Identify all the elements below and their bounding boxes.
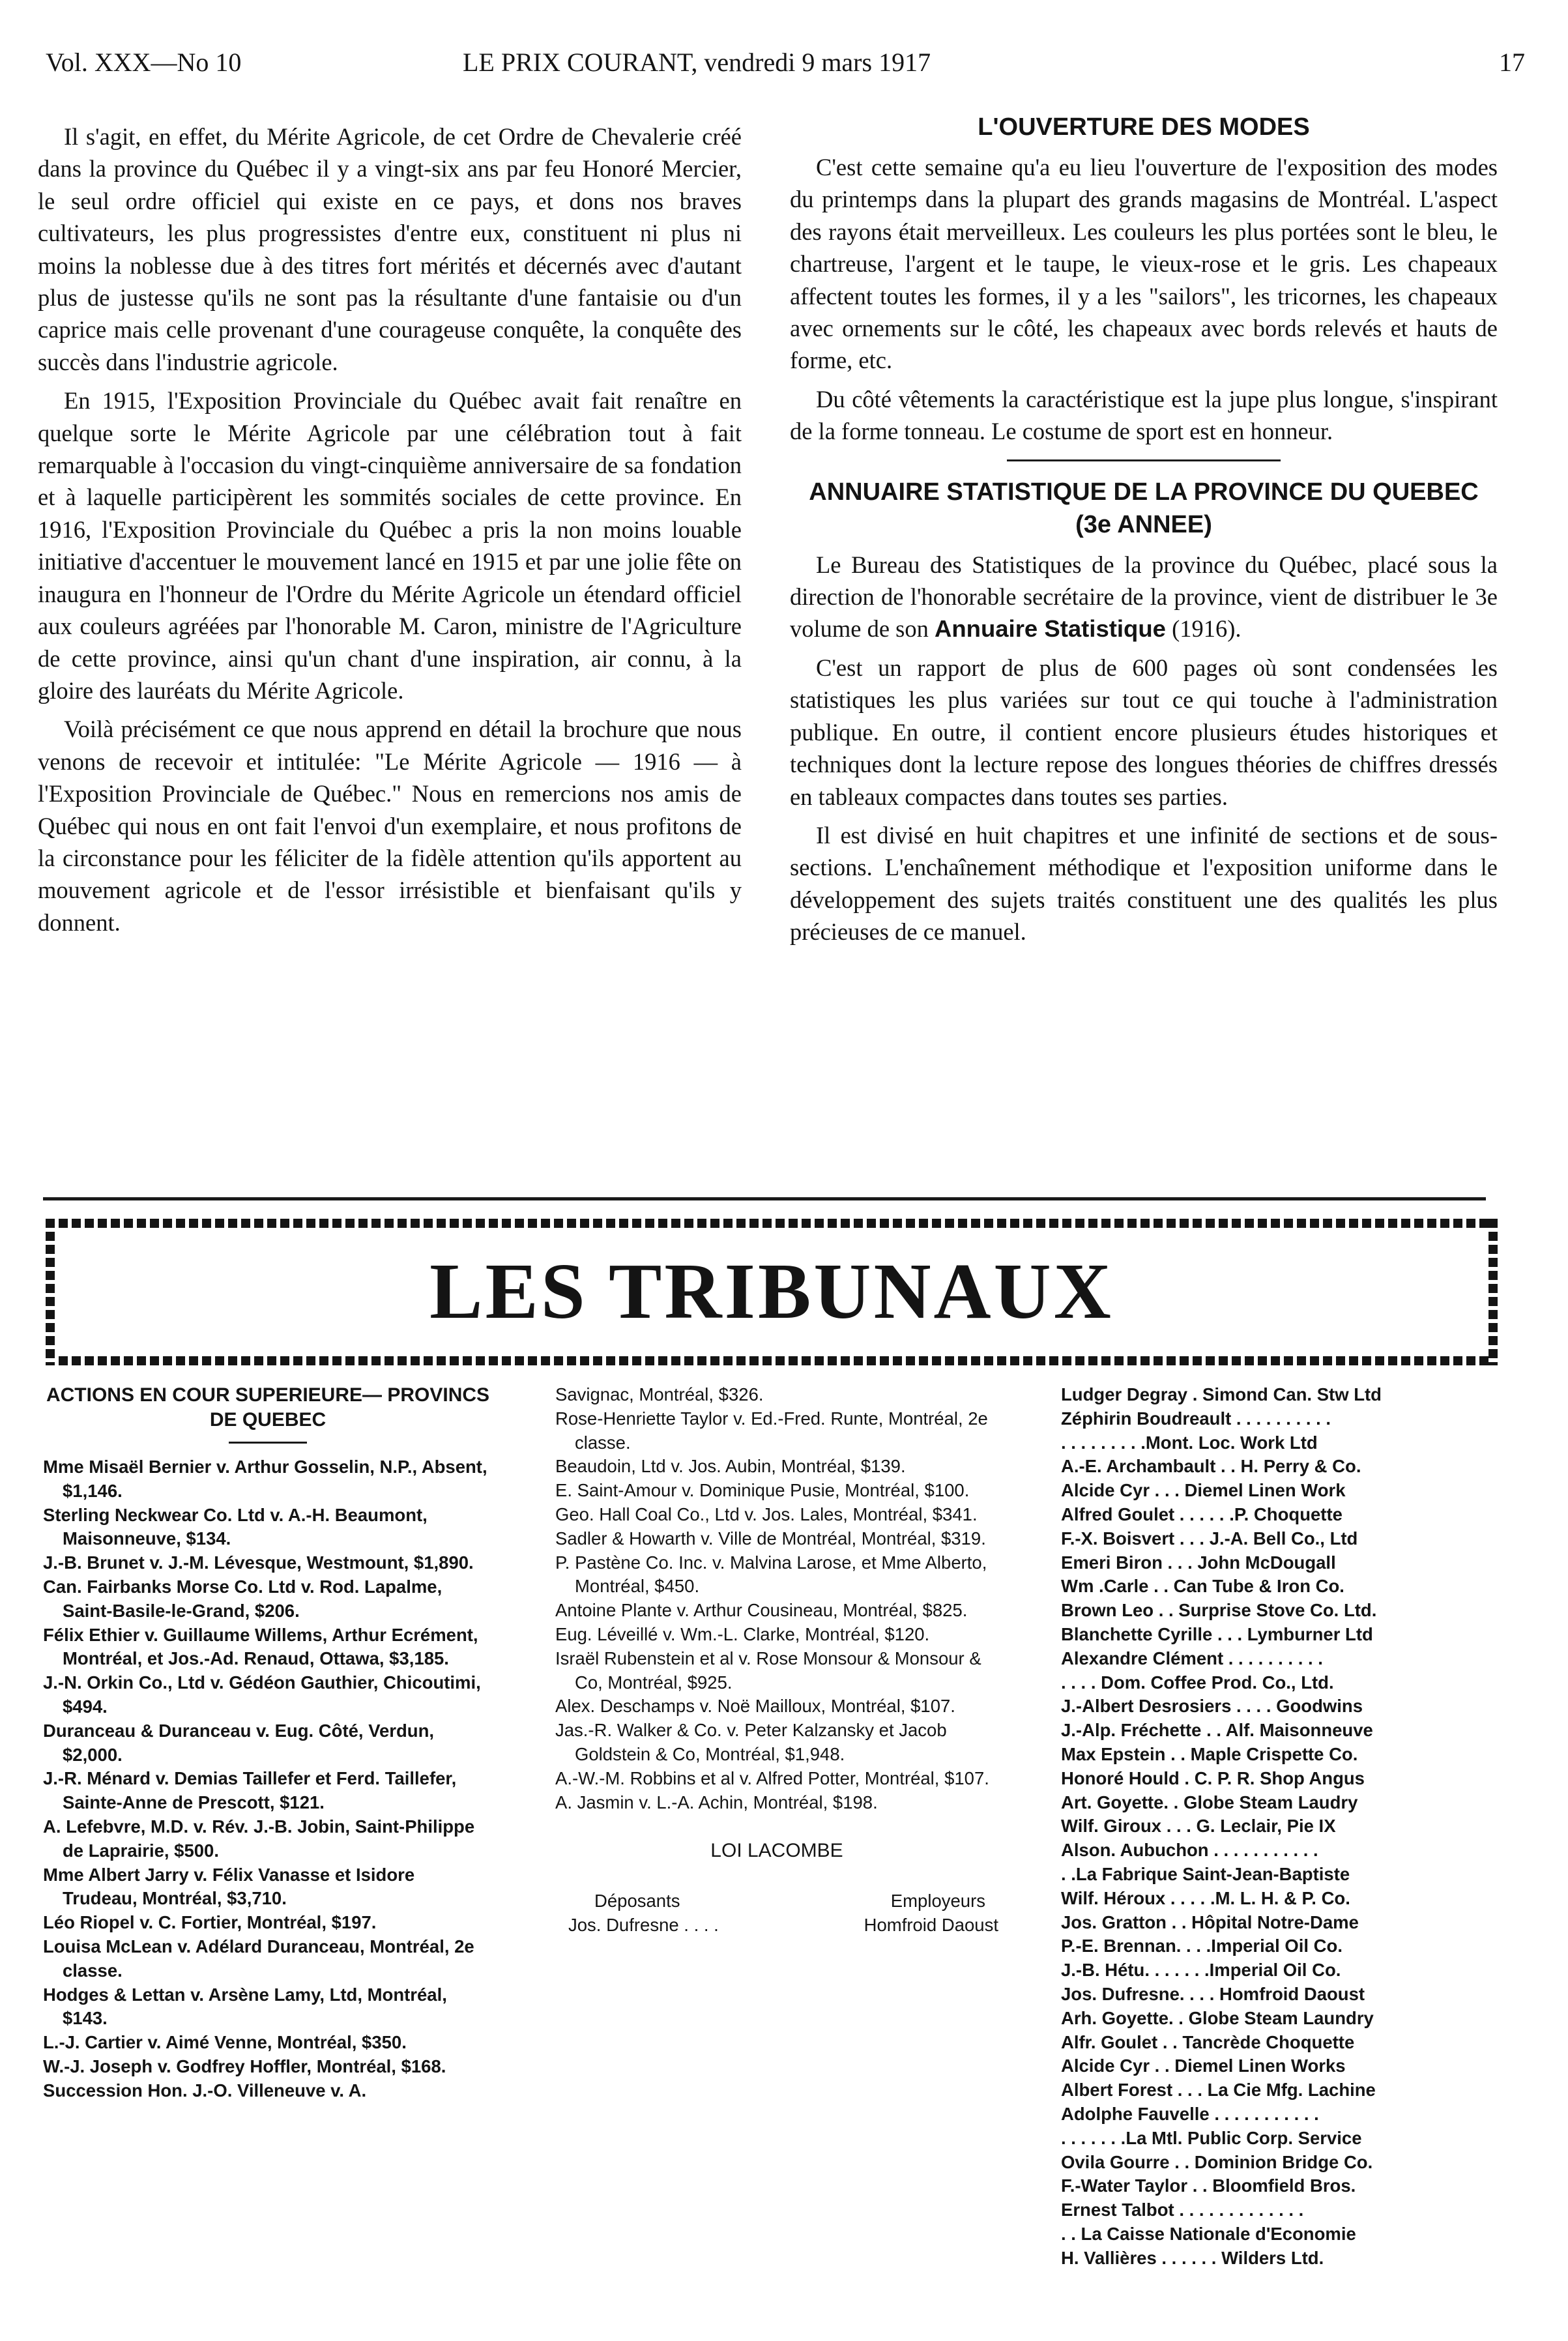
list-item: . . . . . . . . .Mont. Loc. Work Ltd xyxy=(1061,1432,1318,1453)
list-item: Alexandre Clément . . . . . . . . . . xyxy=(1061,1648,1323,1668)
list-item: A.-W.-M. Robbins et al v. Alfred Potter, Montréal, $107. xyxy=(555,1767,989,1788)
tribunaux-banner xyxy=(46,1219,1498,1365)
list-item: J.-Albert Desrosiers . . . . Goodwins xyxy=(1061,1696,1363,1717)
employeur: Homfroid Daoust xyxy=(864,1914,998,1935)
list-item: Ludger Degray . Simond Can. Stw Ltd xyxy=(1061,1384,1382,1404)
list-item: Art. Goyette. . Globe Steam Laudry xyxy=(1061,1792,1358,1812)
section-divider xyxy=(1007,459,1281,461)
list-item: Alfred Goulet . . . . . .P. Choquette xyxy=(1061,1504,1343,1524)
list-item: Jos. Gratton . . Hôpital Notre-Dame xyxy=(1061,1912,1359,1932)
list-item: Alex. Deschamps v. Noë Mailloux, Montréal, $107. xyxy=(555,1696,955,1717)
list-item: Can. Fairbanks Morse Co. Ltd v. Rod. Lapalme, Saint-Basile-le-Grand, $206. xyxy=(43,1576,443,1621)
list-item: Jas.-R. Walker & Co. v. Peter Kalzansky et Jacob Goldstein & Co, Montréal, $1,948. xyxy=(555,1720,947,1764)
list-item: J.-N. Orkin Co., Ltd v. Gédéon Gauthier, Chicoutimi, $494. xyxy=(43,1672,481,1717)
ornamental-border-bottom xyxy=(46,1356,1498,1365)
article-title-annuaire: ANNUAIRE STATISTIQUE DE LA PROVINCE DU QUEBEC (3e ANNEE) xyxy=(809,478,1479,538)
section-banner-title: LES TRIBUNAUX xyxy=(429,1247,1114,1335)
paragraph: Il s'agit, en effet, du Mérite Agricole, de cet Ordre de Chevalerie créé dans la province du Québec il y a vingt-six ans par feu Honoré Mercier, le seul ordre officiel qui existe en ce pays, et dons nos braves cultivateurs, les plus progressistes d'entre eux, constituent ni plus ni moins la noblesse due à des titres fort mérités et décernés avec d'autant plus de justesse qu'ils ne sont pas la résultante d'une fantaisie ou d'un caprice mais celle provenant d'une courageuse conquête, la conquête des succès dans l'industrie agricole. xyxy=(38,123,742,375)
list-item: E. Saint-Amour v. Dominique Pusie, Montréal, $100. xyxy=(555,1480,970,1501)
list-item: H. Vallières . . . . . . Wilders Ltd. xyxy=(1061,2247,1324,2268)
list-item: A. Jasmin v. L.-A. Achin, Montréal, $198. xyxy=(555,1792,878,1812)
list-item: L.-J. Cartier v. Aimé Venne, Montréal, $350. xyxy=(43,2032,407,2053)
list-item: Jos. Dufresne. . . . Homfroid Daoust xyxy=(1061,1983,1365,2004)
list-item: Max Epstein . . Maple Crispette Co. xyxy=(1061,1743,1358,1764)
right-column xyxy=(790,111,1498,955)
list-item: Savignac, Montréal, $326. xyxy=(555,1384,764,1404)
publication-title: Annuaire Statistique xyxy=(935,615,1166,643)
list-item: Albert Forest . . . La Cie Mfg. Lachine xyxy=(1061,2080,1376,2101)
list-item: Wilf. Giroux . . . G. Leclair, Pie IX xyxy=(1061,1816,1336,1837)
list-item: Alcide Cyr . . Diemel Linen Works xyxy=(1061,2056,1346,2076)
list-item: Arh. Goyette. . Globe Steam Laundry xyxy=(1061,2007,1374,2028)
depositant: Jos. Dufresne . . . . xyxy=(568,1914,719,1935)
paragraph: Du côté vêtements la caractéristique est la jupe plus longue, s'inspirant de la forme tonneau. Le costume de sport est en honneur. xyxy=(790,385,1498,445)
loi-lacombe-headers xyxy=(555,1889,998,1913)
list-item: A. Lefebvre, M.D. v. Rév. J.-B. Jobin, Saint-Philippe de Laprairie, $500. xyxy=(43,1816,475,1861)
list-item: Félix Ethier v. Guillaume Willems, Arthur Ecrément, Montréal, et Jos.-Ad. Renaud, Ottawa, $3,185. xyxy=(43,1624,478,1669)
list-item: Israël Rubenstein et al v. Rose Monsour & Monsour & Co, Montréal, $925. xyxy=(555,1648,981,1693)
text-span: (1916). xyxy=(1165,615,1241,643)
list-item: Blanchette Cyrille . . . Lymburner Ltd xyxy=(1061,1623,1373,1644)
list-item: W.-J. Joseph v. Godfrey Hoffler, Montréal, $168. xyxy=(43,2056,446,2076)
ornamental-border-top xyxy=(46,1219,1498,1228)
list-item: Wm .Carle . . Can Tube & Iron Co. xyxy=(1061,1576,1344,1597)
list-item: J.-R. Ménard v. Demias Taillefer et Ferd. Taillefer, Sainte-Anne de Prescott, $121. xyxy=(43,1768,457,1813)
paragraph: En 1915, l'Exposition Provinciale du Québec avait fait renaître en quelque sorte le Mérite Agricole par une célébration tout à fait remarquable à l'occasion du vingt-cinquième anniversaire de sa fondation et à laquelle participèrent les sommités sociales de cette province. En 1916, l'Exposition Provinciale du Québec a pris la non moins louable initiative d'accentuer le mouvement lancé en 1915 et par une jolie fête on inaugura en l'honneur de l'Ordre du Mérite Agricole un étendard officiel aux couleurs agréées par l'honorable M. Caron, ministre de l'Agriculture de cette province, ainsi qu'un chant d'une inspiration, air connu, à la gloire des lauréats du Mérite Agricole. xyxy=(38,387,742,704)
list-item: Wilf. Héroux . . . . .M. L. H. & P. Co. xyxy=(1061,1887,1350,1908)
divider xyxy=(229,1442,307,1444)
merite-agricole-article xyxy=(38,121,742,945)
list-item: Geo. Hall Coal Co., Ltd v. Jos. Lales, Montréal, $341. xyxy=(555,1504,978,1524)
list-item: Léo Riopel v. C. Fortier, Montréal, $197. xyxy=(43,1912,377,1933)
list-item: Succession Hon. J.-O. Villeneuve v. A. xyxy=(43,2080,367,2101)
paragraph: Voilà précisément ce que nous apprend en détail la brochure que nous venons de recevoir et intitulée: "Le Mérite Agricole — 1916 — à l'Exposition Provinciale de Québec." Nous en remercions nos amis de Québec qui nous en ont fait l'envoi d'un exemplaire, et nous profitons de la circonstance pour les féliciter de la fidèle attention qu'ils apportent au mouvement agricole et de l'essor irrésistible et bienfaisant qu'ils y donnent. xyxy=(38,716,742,936)
list-item: Adolphe Fauvelle . . . . . . . . . . . xyxy=(1061,2103,1319,2124)
list-item: Brown Leo . . Surprise Stove Co. Ltd. xyxy=(1061,1600,1377,1621)
list-item: F.-Water Taylor . . Bloomfield Bros. xyxy=(1061,2175,1356,2196)
list-item: Antoine Plante v. Arthur Cousineau, Montréal, $825. xyxy=(555,1600,968,1621)
loi-lacombe-row xyxy=(555,1913,998,1938)
page-number: 17 xyxy=(1499,48,1525,77)
list-item: Rose-Henriette Taylor v. Ed.-Fred. Runte, Montréal, 2e classe. xyxy=(555,1408,988,1453)
list-item: Sadler & Howarth v. Ville de Montréal, Montréal, $319. xyxy=(555,1528,986,1549)
list-item: Ovila Gourre . . Dominion Bridge Co. xyxy=(1061,2151,1373,2172)
list-item: . . . . . . .La Mtl. Public Corp. Service xyxy=(1061,2127,1362,2148)
list-item: Zéphirin Boudreault . . . . . . . . . . xyxy=(1061,1408,1331,1429)
article-title-modes: L'OUVERTURE DES MODES xyxy=(978,113,1310,141)
court-action-list xyxy=(43,1455,493,2103)
tribunaux-column-3 xyxy=(1061,1383,1511,2270)
list-item: P.-E. Brennan. . . .Imperial Oil Co. xyxy=(1061,1936,1343,1956)
list-item: Honoré Hould . C. P. R. Shop Angus xyxy=(1061,1767,1365,1788)
court-action-list xyxy=(555,1383,998,1814)
list-item: Alcide Cyr . . . Diemel Linen Work xyxy=(1061,1480,1346,1501)
list-item: Louisa McLean v. Adélard Duranceau, Montréal, 2e classe. xyxy=(43,1936,474,1981)
list-item: Beaudoin, Ltd v. Jos. Aubin, Montréal, $139. xyxy=(555,1456,906,1477)
list-item: Mme Misaël Bernier v. Arthur Gosselin, N.P., Absent, $1,146. xyxy=(43,1457,487,1501)
loi-lacombe-title: LOI LACOMBE xyxy=(710,1840,843,1862)
list-item: Alfr. Goulet . . Tancrède Choquette xyxy=(1061,2031,1355,2052)
list-item: A.-E. Archambault . . H. Perry & Co. xyxy=(1061,1456,1361,1477)
list-item: Duranceau & Duranceau v. Eug. Côté, Verdun, $2,000. xyxy=(43,1720,435,1765)
list-item: Eug. Léveillé v. Wm.-L. Clarke, Montréal, $120. xyxy=(555,1623,930,1644)
list-item: Mme Albert Jarry v. Félix Vanasse et Isidore Trudeau, Montréal, $3,710. xyxy=(43,1864,415,1909)
horizontal-rule xyxy=(43,1197,1486,1200)
volume-number: Vol. XXX—No 10 xyxy=(46,48,242,77)
list-item: . . . . Dom. Coffee Prod. Co., Ltd. xyxy=(1061,1672,1334,1693)
list-item: . .La Fabrique Saint-Jean-Baptiste xyxy=(1061,1863,1350,1884)
list-item: J.-B. Hétu. . . . . . .Imperial Oil Co. xyxy=(1061,1960,1341,1981)
list-item: Alson. Aubuchon . . . . . . . . . . . xyxy=(1061,1840,1318,1861)
list-item: Emeri Biron . . . John McDougall xyxy=(1061,1552,1336,1573)
list-item: Hodges & Lettan v. Arsène Lamy, Ltd, Montréal, $143. xyxy=(43,1984,447,2029)
page-header xyxy=(46,47,1525,80)
column-heading: ACTIONS EN COUR SUPERIEURE— PROVINCS DE QUEBEC xyxy=(46,1384,490,1431)
depositants-header: Déposants xyxy=(594,1891,680,1912)
list-item: Ernest Talbot . . . . . . . . . . . . . xyxy=(1061,2200,1304,2220)
newspaper-dateline: LE PRIX COURANT, vendredi 9 mars 1917 xyxy=(463,48,931,77)
list-item: J.-B. Brunet v. J.-M. Lévesque, Westmount, $1,890. xyxy=(43,1552,474,1573)
paragraph: Il est divisé en huit chapitres et une infinité de sections et de sous-sections. L'enchaînement méthodique et l'exposition uniforme dans le développement des sujets traités constituent une des qualités les plus précieuses de ce manuel. xyxy=(790,821,1498,946)
employeurs-header: Employeurs xyxy=(890,1891,985,1912)
list-item: P. Pastène Co. Inc. v. Malvina Larose, et Mme Alberto, Montréal, $450. xyxy=(555,1552,987,1597)
list-item: . . La Caisse Nationale d'Economie xyxy=(1061,2223,1356,2244)
list-item: Sterling Neckwear Co. Ltd v. A.-H. Beaumont, Maisonneuve, $134. xyxy=(43,1504,428,1549)
text-span: Le Bureau des Statistiques de la province du Québec, placé sous la direction de l'honorable secrétaire de la province, vient de distribuer le 3e volume de son xyxy=(790,551,1498,643)
list-item: F.-X. Boisvert . . . J.-A. Bell Co., Ltd xyxy=(1061,1528,1358,1549)
paragraph: C'est un rapport de plus de 600 pages où sont condensées les statistiques les plus variées sur tout ce qui touche à l'administration publique. En outre, il contient encore plusieurs études historiques et techniques dont la lecture repose des longues théories de chiffres dressés en tableaux compactes dans toutes ses parties. xyxy=(790,654,1498,810)
tribunaux-column-2 xyxy=(555,1383,998,1938)
list-item: J.-Alp. Fréchette . . Alf. Maisonneuve xyxy=(1061,1720,1373,1741)
paragraph: C'est cette semaine qu'a eu lieu l'ouverture de l'exposition des modes du printemps dans la plupart des grands magasins de Montréal. L'aspect des rayons était merveilleux. Les couleurs les plus portées sont le bleu, le chartreuse, l'argent et le taupe, le vieux-rose et le gris. Les chapeaux affectent toutes les formes, il y a les "sailors", les tricornes, les chapeaux avec ornements sur le côté, les chapeaux avec bords relevés et hauts de forme, etc. xyxy=(790,154,1498,374)
tribunaux-column-1 xyxy=(43,1383,493,2103)
paragraph xyxy=(790,549,1498,645)
loi-lacombe-list xyxy=(1061,1383,1511,2270)
